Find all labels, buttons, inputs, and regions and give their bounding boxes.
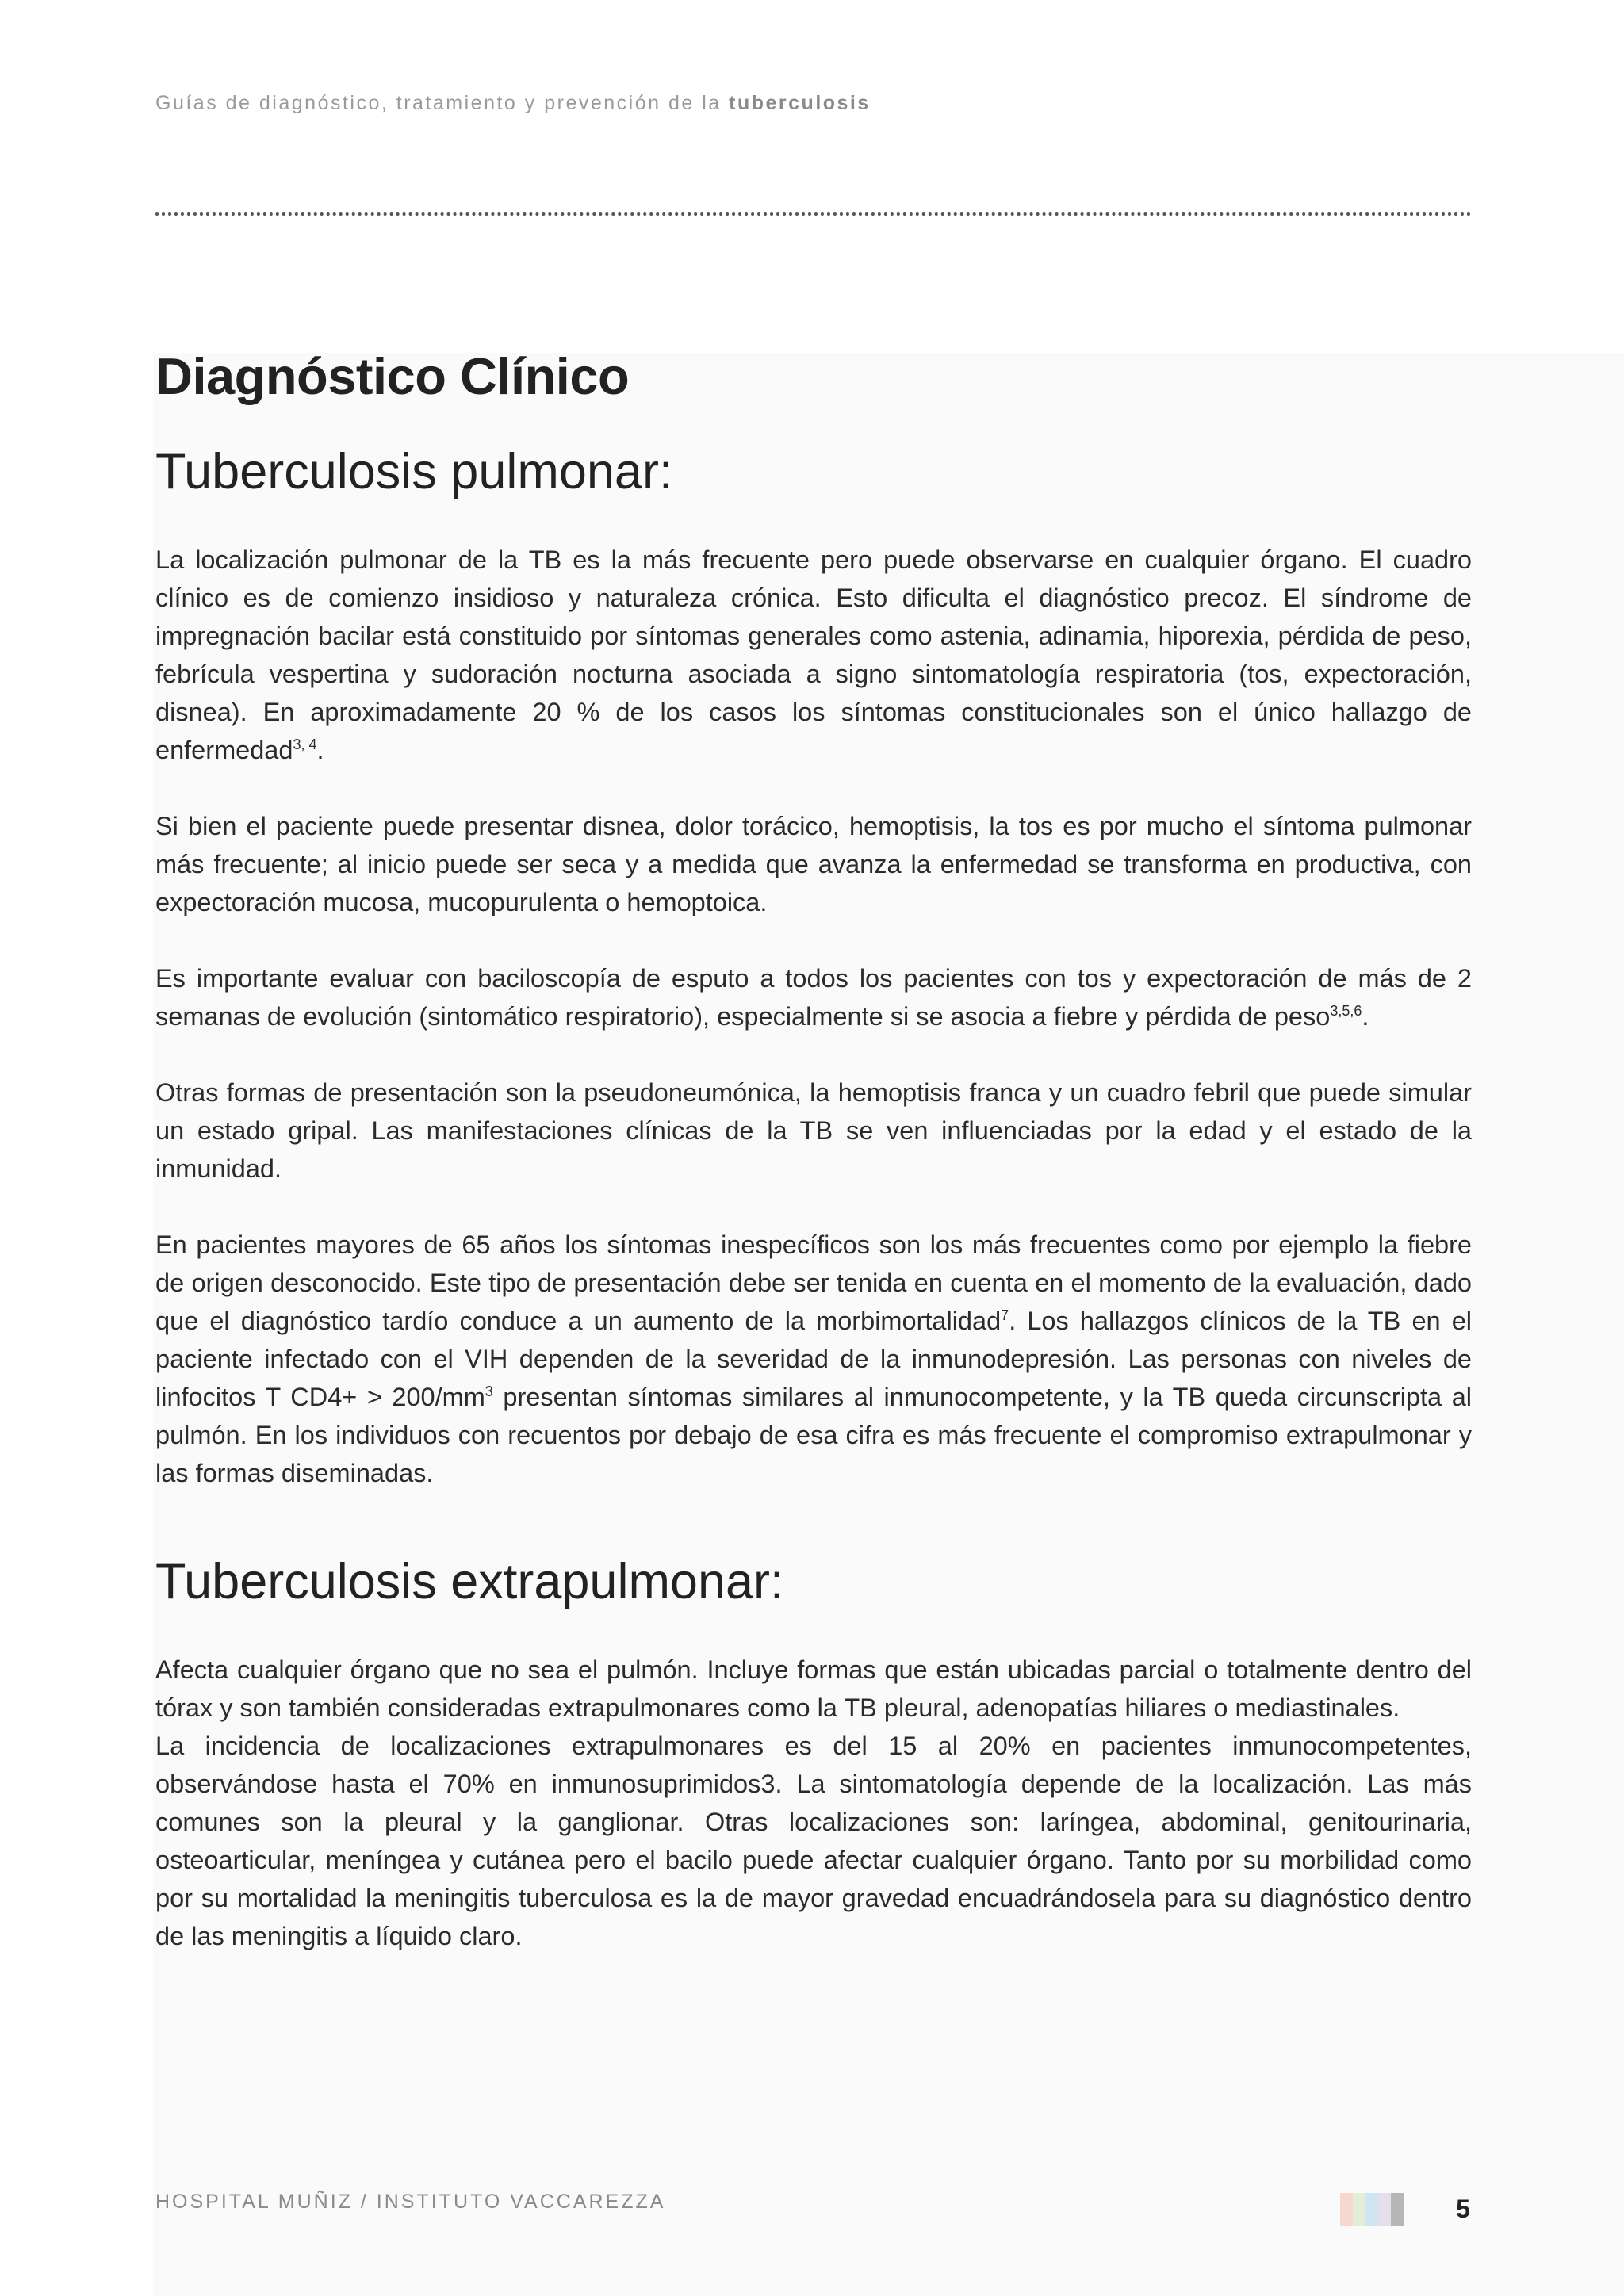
color-swatch <box>1353 2193 1365 2226</box>
paragraph: La localización pulmonar de la TB es la más frecuente pero puede observarse en cualquier órgano. El cuadro clínico es de comienzo insidioso y naturaleza crónica. Esto dificulta el diagnóstico precoz. El síndrome de impregnación bacilar está constituido por síntomas generales como astenia, adinamia, hiporexia, pérdida de peso, febrícula vespertina y sudoración nocturna asociada a signo sintomatología respiratoria (tos, expectoración, disnea). En aproximadamente 20 % de los casos los síntomas constitucionales son el único hallazgo de enfermedad$^{3, 4}$. <box>155 545 1472 764</box>
paragraph: Otras formas de presentación son la pseudoneumónica, la hemoptisis franca y un cuadro febril que puede simular un estado gripal. Las manifestaciones clínicas de la TB se ven influenciadas por la edad y el estado de la inmunidad. <box>155 1078 1472 1183</box>
page-title: Diagnóstico Clínico <box>155 347 630 405</box>
footnote-ref: 3,5,6 <box>1330 1003 1362 1019</box>
color-swatch <box>1391 2193 1404 2226</box>
section-body-pulmonar <box>155 541 1472 1492</box>
color-swatch <box>1365 2193 1378 2226</box>
paragraph: La incidencia de localizaciones extrapulmonares es del 15 al 20% en pacientes inmunocompetentes, observándose hasta el 70% en inmunosuprimidos3. La sintomatología depende de la localización. Las más comunes son la pleural y la ganglionar. Otras localizaciones son: laríngea, abdominal, genitourinaria, osteoarticular, meníngea y cutánea pero el bacilo puede afectar cualquier órgano. Tanto por su morbilidad como por su mortalidad la meningitis tuberculosa es la de mayor gravedad encuadrándosela para su diagnóstico dentro de las meningitis a líquido claro. <box>155 1732 1472 1950</box>
running-header-text: Guías de diagnóstico, tratamiento y prevención de la <box>155 92 722 114</box>
superscript-exponent: 3 <box>485 1383 493 1399</box>
paragraph: Es importante evaluar con baciloscopía de esputo a todos los pacientes con tos y expectoración de más de 2 semanas de evolución (sintomático respiratorio), especialmente si se asocia a fiebre y pérdida de peso$^{3,5,6}$. <box>155 964 1472 1031</box>
page-number: 5 <box>1456 2195 1470 2223</box>
footnote-ref: 3, 4 <box>293 737 317 752</box>
footer-institution: HOSPITAL MUÑIZ / INSTITUTO VACCAREZZA <box>155 2191 666 2213</box>
page-content <box>155 341 1472 1955</box>
running-header-keyword: tuberculosis <box>729 92 871 114</box>
color-swatch-strip <box>1340 2193 1404 2226</box>
paragraph: Si bien el paciente puede presentar disnea, dolor torácico, hemoptisis, la tos es por mucho el síntoma pulmonar más frecuente; al inicio puede ser seca y a medida que avanza la enfermedad se transforma en productiva, con expectoración mucosa, mucopurulenta o hemoptoica. <box>155 812 1472 916</box>
section-body-extrapulmonar <box>155 1651 1472 1955</box>
paragraph: En pacientes mayores de 65 años los síntomas inespecíficos son los más frecuentes como por ejemplo la fiebre de origen desconocido. Este tipo de presentación debe ser tenida en cuenta en el momento de la evaluación, dado que el diagnóstico tardío conduce a un aumento de la morbimortalidad$^7$. Los hallazgos clínicos de la TB en el paciente infectado con el VIH dependen de la severidad de la inmunodepresión. Las personas con niveles de linfocitos T $CD4+ > 200/mm^3$ presentan síntomas similares al inmunocompetente, y la TB queda circunscripta al pulmón. En los individuos con recuentos por debajo de esa cifra es más frecuente el compromiso extrapulmonar y las formas diseminadas. <box>155 1230 1473 1487</box>
running-header <box>155 92 871 115</box>
section-title-extrapulmonar: Tuberculosis extrapulmonar: <box>155 1554 784 1609</box>
paragraph: Afecta cualquier órgano que no sea el pulmón. Incluye formas que están ubicadas parcial o totalmente dentro del tórax y son también consideradas extrapulmonares como la TB pleural, adenopatías hiliares o mediastinales. <box>155 1655 1472 1722</box>
section-title-pulmonar: Tuberculosis pulmonar: <box>155 444 673 499</box>
color-swatch <box>1378 2193 1391 2226</box>
dotted-divider <box>155 212 1472 216</box>
color-swatch <box>1340 2193 1353 2226</box>
footnote-ref: 7 <box>1001 1307 1009 1323</box>
